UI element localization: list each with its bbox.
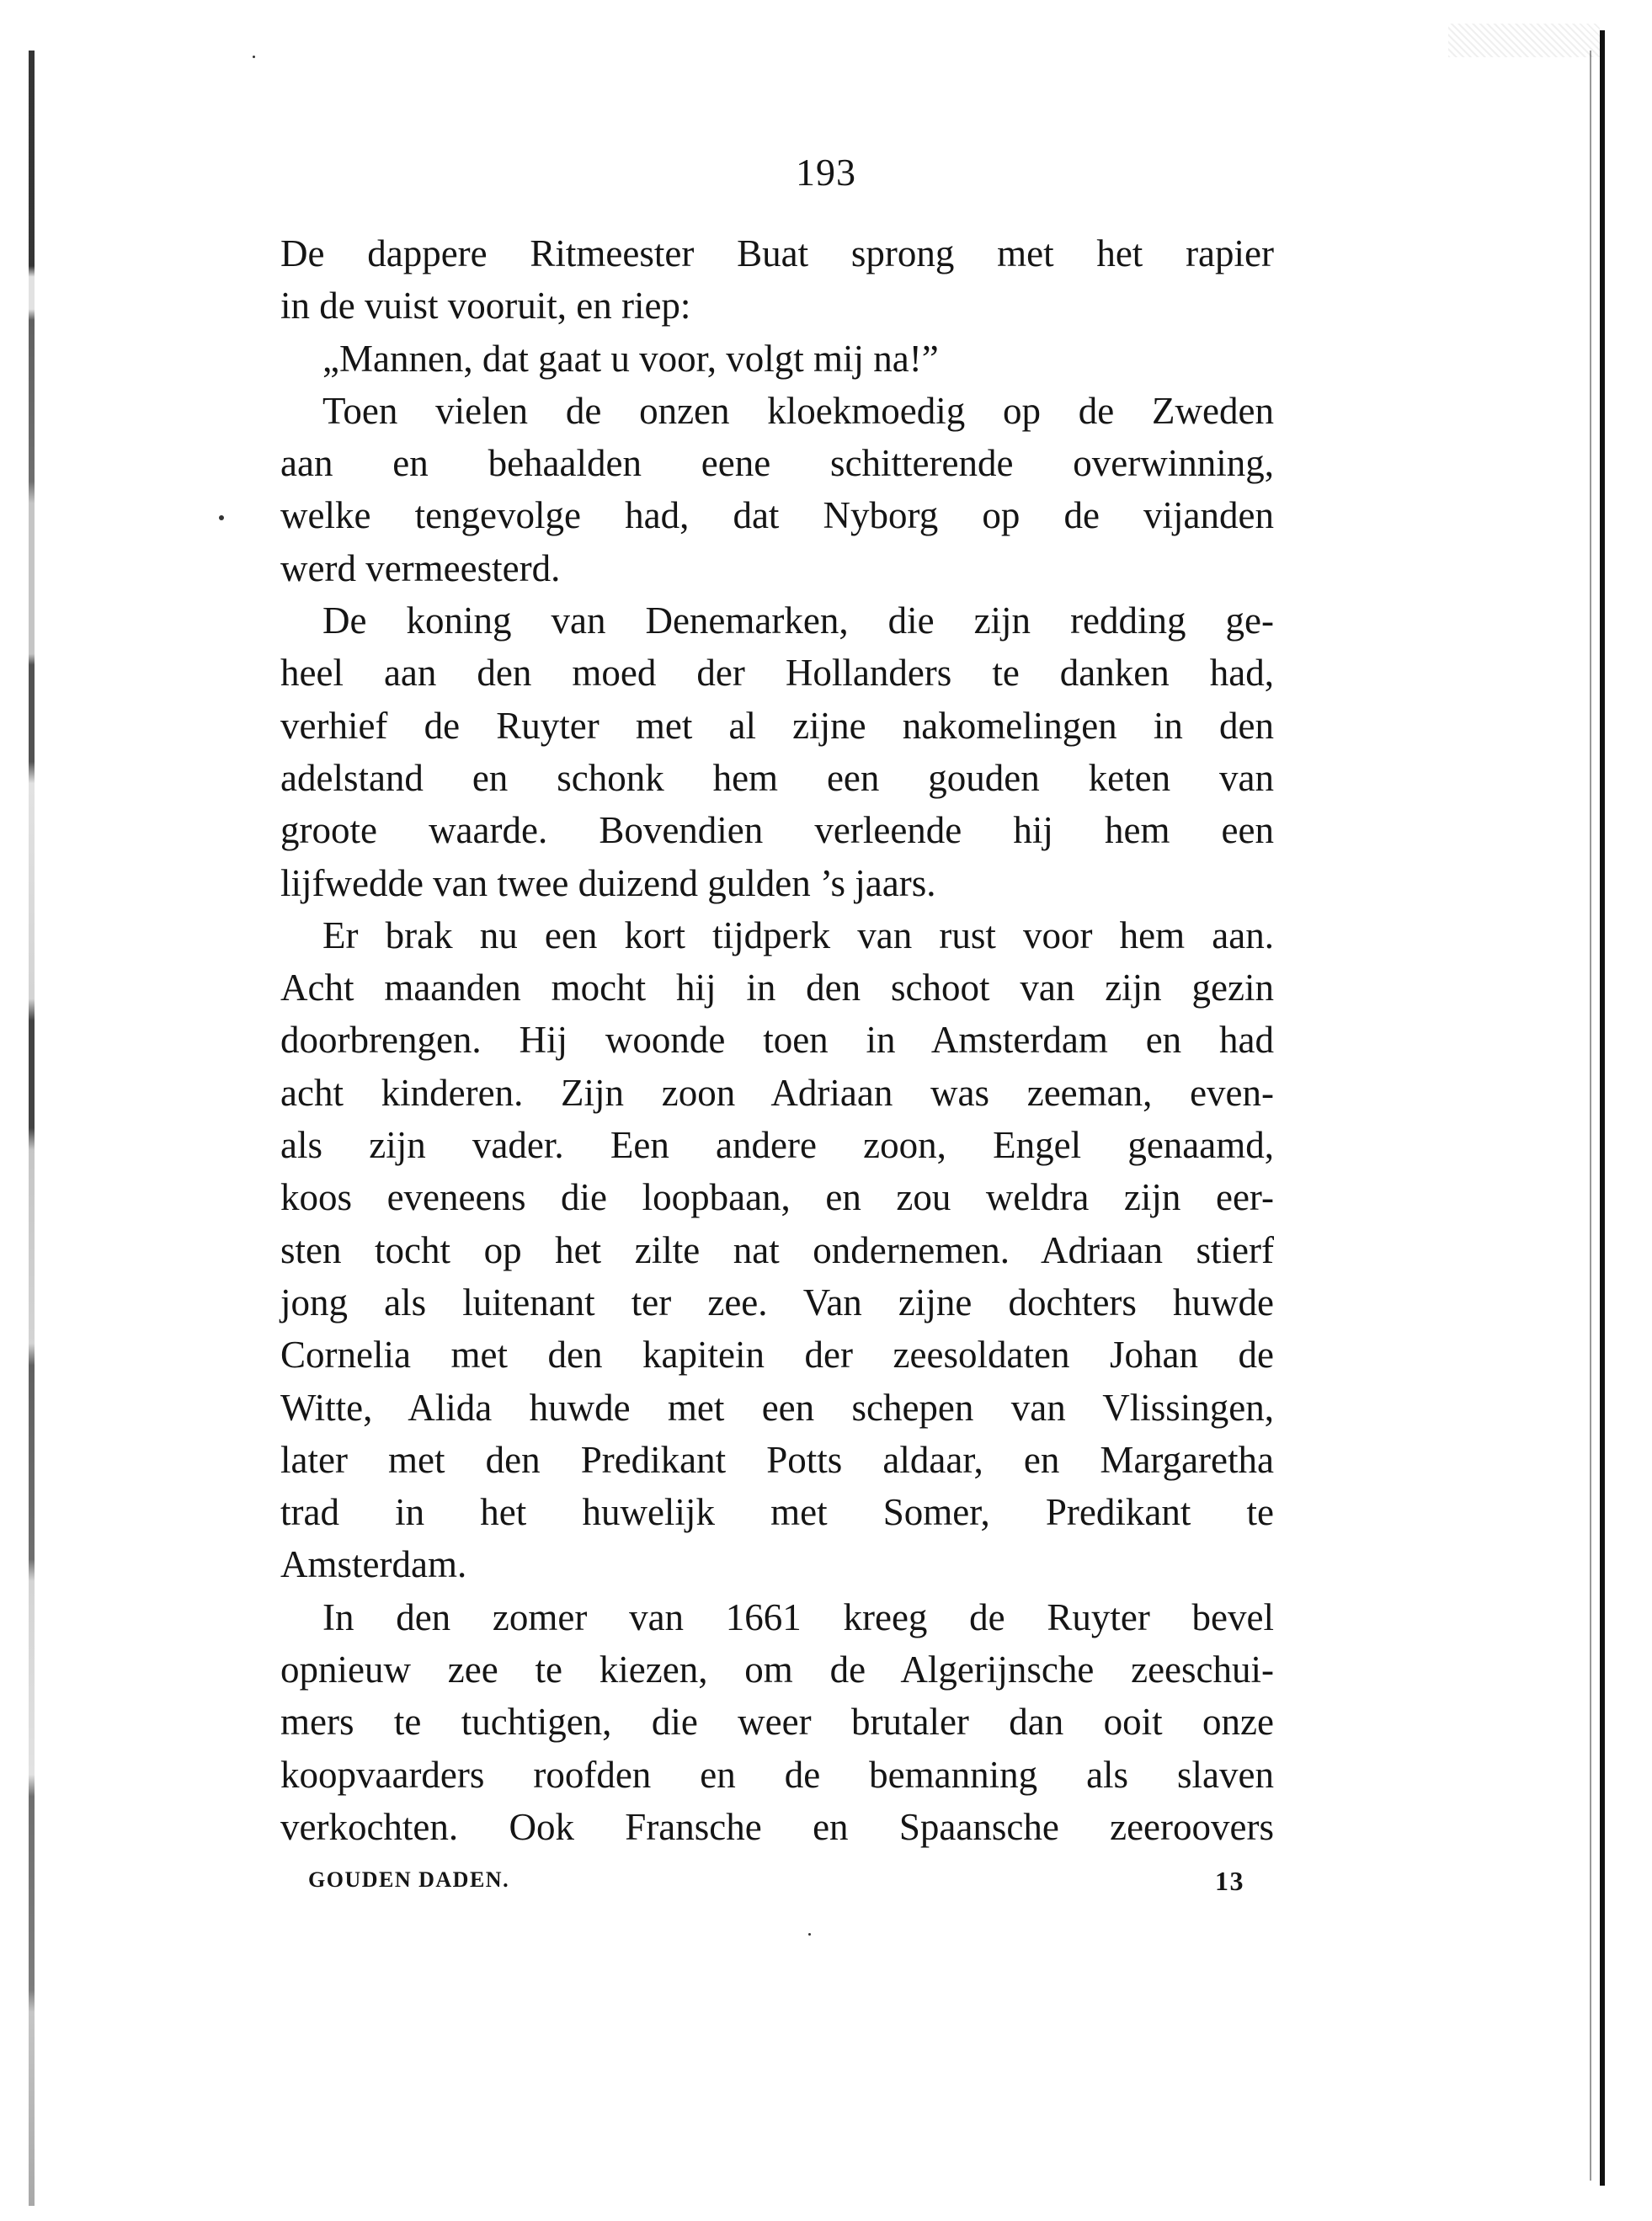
text-line: opnieuw zee te kiezen, om de Algerijnsche zeeschui-	[280, 1648, 1274, 1691]
scan-edge-right-inner	[1590, 51, 1591, 2181]
scan-speck	[219, 515, 224, 520]
text-line: als zijn vader. Een andere zoon, Engel genaamd,	[280, 1124, 1274, 1167]
text-line: aan en behaalden eene schitterende overwinning,	[280, 442, 1274, 485]
scan-edge-right	[1600, 30, 1605, 2186]
text-line: acht kinderen. Zijn zoon Adriaan was zeeman, even-	[280, 1071, 1274, 1114]
text-line: mers te tuchtigen, die weer brutaler dan ooit onze	[280, 1701, 1274, 1744]
text-line: Amsterdam.	[280, 1543, 467, 1586]
text-line: later met den Predikant Potts aldaar, en Margaretha	[280, 1438, 1274, 1481]
text-line: in de vuist vooruit, en riep:	[280, 285, 691, 328]
paragraph	[280, 227, 1274, 333]
text-line: verkochten. Ook Fransche en Spaansche zeeroovers	[280, 1805, 1274, 1848]
paragraph	[280, 333, 1274, 385]
text-line: jong als luitenant ter zee. Van zijne dochters huwde	[280, 1281, 1274, 1324]
text-line: Cornelia met den kapitein der zeesoldaten Johan de	[280, 1334, 1274, 1377]
scan-noise	[1448, 24, 1600, 57]
text-line: groote waarde. Bovendien verleende hij hem een	[280, 809, 1274, 852]
text-line: adelstand en schonk hem een gouden keten van	[280, 756, 1274, 799]
text-line: In den zomer van 1661 kreeg de Ruyter bevel	[322, 1595, 1274, 1638]
scan-speck	[253, 56, 255, 58]
text-line: werd vermeesterd.	[280, 546, 561, 589]
page-footer	[308, 1867, 1244, 1901]
text-line: Acht maanden mocht hij in den schoot van zijn gezin	[280, 967, 1274, 1009]
body-text	[280, 227, 1274, 1853]
text-line: „Mannen, dat gaat u voor, volgt mij na!”	[322, 337, 939, 380]
text-line: De koning van Denemarken, die zijn redding ge-	[322, 599, 1274, 642]
text-line: lijfwedde van twee duizend gulden ’s jaars.	[280, 861, 936, 904]
text-line: welke tengevolge had, dat Nyborg op de vijanden	[280, 494, 1274, 537]
page-number: 193	[796, 151, 856, 194]
paragraph	[280, 385, 1274, 594]
text-line: doorbrengen. Hij woonde toen in Amsterdam en had	[280, 1019, 1274, 1062]
text-line: Witte, Alida huwde met een schepen van Vlissingen,	[280, 1386, 1274, 1429]
paragraph	[280, 594, 1274, 909]
text-line: trad in het huwelijk met Somer, Predikant te	[280, 1491, 1274, 1534]
footer-title: GOUDEN DADEN.	[308, 1867, 510, 1892]
text-line: heel aan den moed der Hollanders te danken had,	[280, 652, 1274, 695]
text-line: koos eveneens die loopbaan, en zou weldra zijn eer-	[280, 1176, 1274, 1219]
text-line: koopvaarders roofden en de bemanning als slaven	[280, 1753, 1274, 1796]
paragraph	[280, 909, 1274, 1591]
scan-speck	[808, 1933, 811, 1936]
signature-mark: 13	[1215, 1866, 1244, 1896]
text-line: sten tocht op het zilte nat ondernemen. Adriaan stierf	[280, 1228, 1274, 1271]
text-line: Er brak nu een kort tijdperk van rust voor hem aan.	[322, 913, 1274, 956]
text-line: De dappere Ritmeester Buat sprong met het rapier	[280, 232, 1274, 274]
text-line: Toen vielen de onzen kloekmoedig op de Zweden	[322, 389, 1274, 432]
text-line: verhief de Ruyter met al zijne nakomelingen in den	[280, 704, 1274, 747]
paragraph	[280, 1591, 1274, 1853]
scan-edge-left	[29, 51, 35, 2206]
